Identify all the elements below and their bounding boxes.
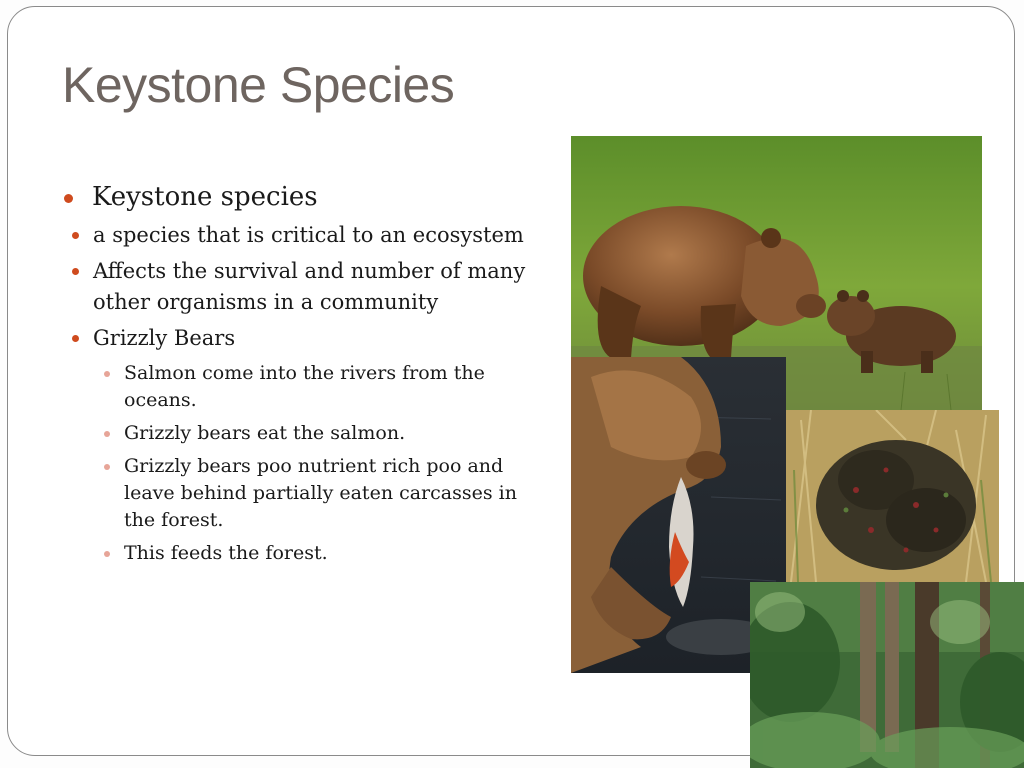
- detail-bullet-feeds-forest: [62, 540, 552, 567]
- bullet-dot-icon: [72, 232, 79, 239]
- bullet-keystone-species: [62, 182, 552, 212]
- sub-bullet-affects: [62, 256, 552, 318]
- bullet-text: Grizzly Bears: [93, 326, 236, 350]
- bullet-dot-icon: [104, 431, 110, 437]
- bullet-text: This feeds the forest.: [124, 542, 328, 564]
- bullet-text: Affects the survival and number of many other organisms in a community: [93, 259, 526, 314]
- bullet-text: Keystone species: [92, 182, 318, 212]
- bullet-dot-icon: [72, 335, 79, 342]
- bullet-text: Grizzly bears poo nutrient rich poo and leave behind partially eaten carcasses in the forest.: [124, 455, 517, 531]
- bullet-dot-icon: [104, 371, 110, 377]
- forest-photo: [750, 582, 1024, 768]
- bullet-text: a species that is critical to an ecosystem: [93, 223, 524, 247]
- detail-bullet-eat-salmon: [62, 420, 552, 447]
- detail-bullet-poo: [62, 453, 552, 534]
- detail-bullet-salmon: [62, 360, 552, 414]
- bullet-text: Salmon come into the rivers from the oceans.: [124, 362, 485, 411]
- bear-scat-photo: [786, 410, 999, 582]
- bullet-dot-icon: [104, 464, 110, 470]
- bullet-text: Grizzly bears eat the salmon.: [124, 422, 406, 444]
- bullet-list: [62, 182, 552, 567]
- bullet-dot-icon: [64, 194, 73, 203]
- slide-title: Keystone Species: [62, 57, 455, 113]
- sub-bullet-definition: [62, 220, 552, 251]
- sub-bullet-grizzly-bears: [62, 323, 552, 354]
- bullet-dot-icon: [72, 268, 79, 275]
- bullet-dot-icon: [104, 551, 110, 557]
